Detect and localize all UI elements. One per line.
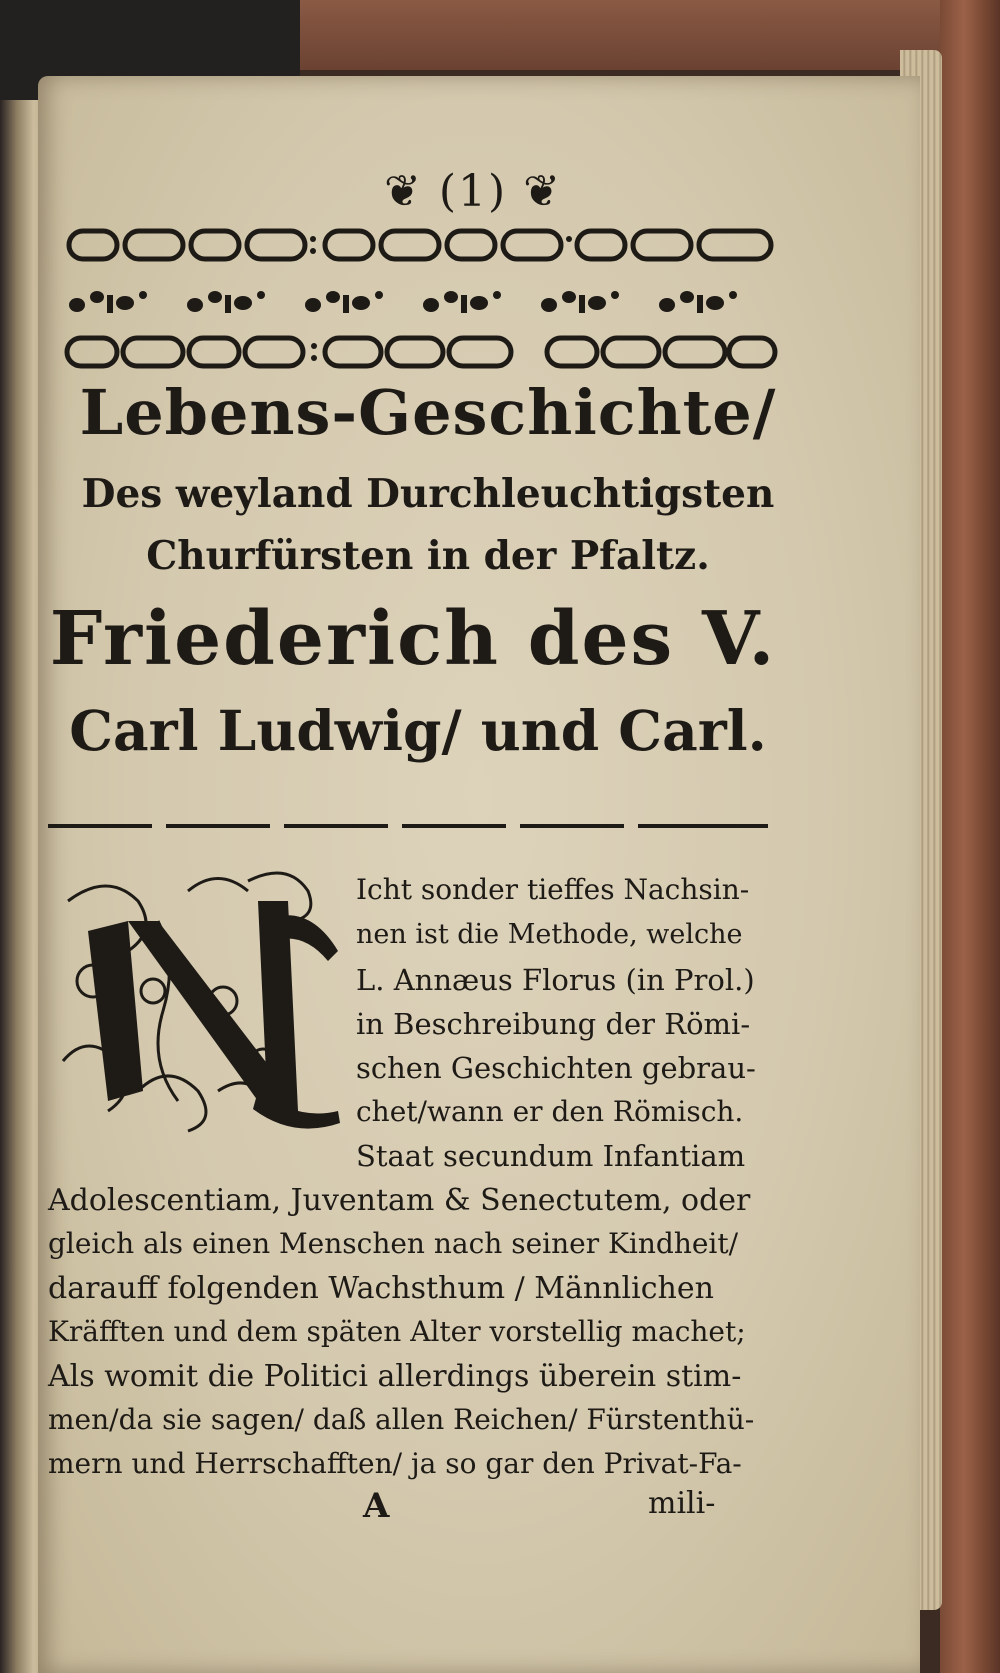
fleuron-left-icon: ❦ xyxy=(383,166,439,217)
name-line-2: Carl Ludwig/ und Carl. xyxy=(69,698,767,763)
background-surface xyxy=(280,0,1000,70)
body-line: Adolescentiam, Juventam & Senectutem, oder xyxy=(48,1183,751,1218)
ornament-band-middle xyxy=(63,281,778,321)
body-line: mern und Herrschafften/ ja so gar den Privat-Fa- xyxy=(48,1447,742,1480)
body-line: Staat secundum Infantiam xyxy=(356,1139,746,1173)
ornament-band-bottom xyxy=(63,328,778,373)
decorated-initial-icon xyxy=(48,861,348,1141)
subtitle-line-1: Des weyland Durchleuchtigsten xyxy=(81,471,775,517)
body-line: in Beschreibung der Römi- xyxy=(356,1007,751,1041)
body-line: L. Annæus Florus (in Prol.) xyxy=(356,963,755,997)
subtitle-line-2: Churfürsten in der Pfaltz. xyxy=(146,533,710,579)
divider-rule xyxy=(48,823,768,829)
body-line: Kräfften und dem späten Alter vorstellig machet; xyxy=(48,1315,746,1348)
wooden-surface xyxy=(940,0,1000,1673)
signature-mark: A xyxy=(363,1486,390,1526)
page-title: Lebens-Geschichte/ xyxy=(79,376,777,449)
body-line: Als womit die Politici allerdings überein stim- xyxy=(48,1359,742,1394)
fleuron-right-icon: ❦ xyxy=(507,166,563,217)
book-page xyxy=(38,76,920,1673)
body-line: chet/wann er den Römisch. xyxy=(356,1095,744,1128)
name-line-1: Friederich des V. xyxy=(49,596,777,682)
ornament-band-top xyxy=(63,221,778,269)
body-line: schen Geschichten gebrau- xyxy=(356,1051,756,1085)
body-line: darauff folgenden Wachsthum / Männlichen xyxy=(48,1271,714,1306)
page-number xyxy=(358,166,588,217)
page-number-text: (1) xyxy=(438,166,508,217)
body-line: men/da sie sagen/ daß allen Reichen/ Fürstenthü- xyxy=(48,1403,755,1436)
catchword: mili- xyxy=(648,1486,716,1521)
body-line: gleich als einen Menschen nach seiner Kindheit/ xyxy=(48,1227,739,1260)
body-line: Icht sonder tieffes Nachsin- xyxy=(356,873,750,906)
body-line: nen ist die Methode, welche xyxy=(356,919,743,950)
